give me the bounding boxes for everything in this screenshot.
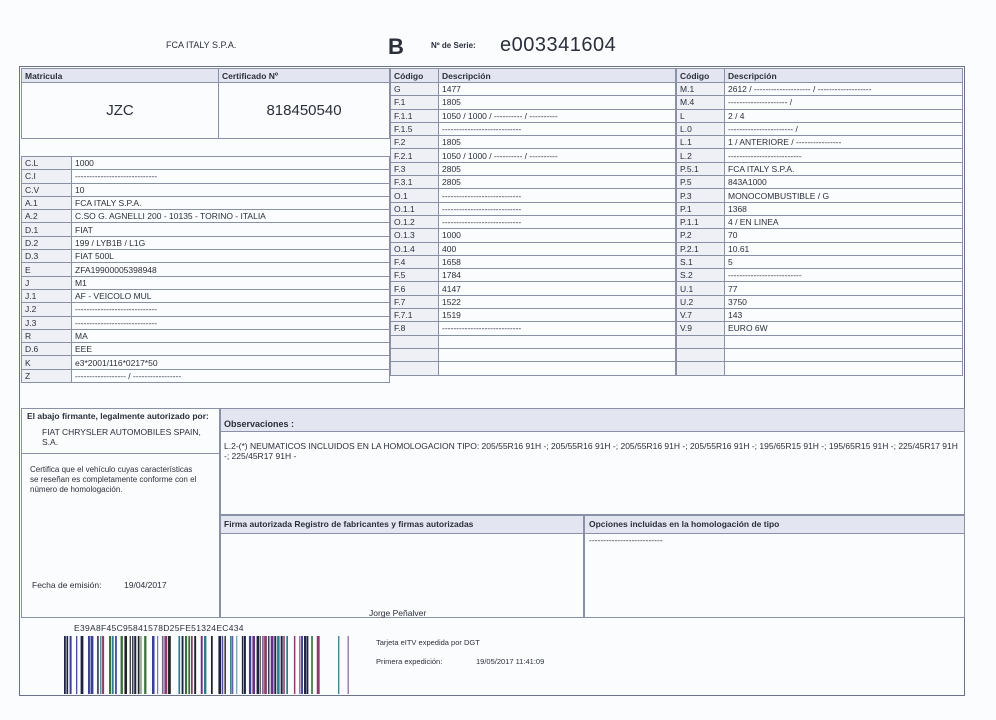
matricula-value: JZC xyxy=(22,83,219,139)
middle-row xyxy=(391,309,676,322)
middle-code xyxy=(391,348,439,361)
right-row xyxy=(677,335,963,348)
serial-label: Nº de Serie: xyxy=(431,41,476,50)
right-row xyxy=(677,96,963,109)
right-value: 5 xyxy=(725,255,963,268)
matricula-label: Matricula xyxy=(22,69,219,83)
middle-row xyxy=(391,83,676,96)
right-code: L.0 xyxy=(677,122,725,135)
middle-code xyxy=(391,335,439,348)
right-code: P.5.1 xyxy=(677,162,725,175)
left-value: AF - VEICOLO MUL xyxy=(72,289,390,302)
middle-row xyxy=(391,189,676,202)
opciones-label: Opciones incluidas en la homologación de tipo xyxy=(589,519,780,529)
right-value: 843A1000 xyxy=(725,176,963,189)
left-value: e3*2001/116*0217*50 xyxy=(72,356,390,369)
right-row xyxy=(677,229,963,242)
middle-code: F.4 xyxy=(391,255,439,268)
right-code-header: Código xyxy=(677,69,725,83)
right-code: P.1 xyxy=(677,202,725,215)
right-value xyxy=(725,362,963,375)
right-code: S.2 xyxy=(677,269,725,282)
middle-row xyxy=(391,255,676,268)
right-value: ----------------------- / xyxy=(725,122,963,135)
left-row xyxy=(22,276,390,289)
left-value: ZFA19900005398948 xyxy=(72,263,390,276)
primera-value: 19/05/2017 11:41:09 xyxy=(476,657,545,666)
left-code: J.3 xyxy=(22,316,72,329)
right-value: MONOCOMBUSTIBLE / G xyxy=(725,189,963,202)
middle-code xyxy=(391,362,439,375)
right-value: 2612 / -------------------- / ------------------- xyxy=(725,83,963,96)
right-code: P.1.1 xyxy=(677,215,725,228)
right-code: V.9 xyxy=(677,322,725,335)
middle-row xyxy=(391,242,676,255)
right-value: 77 xyxy=(725,282,963,295)
middle-value: ---------------------------- xyxy=(439,189,676,202)
right-value: EURO 6W xyxy=(725,322,963,335)
left-value: 199 / LYB1B / L1G xyxy=(72,236,390,249)
left-value: 1000 xyxy=(72,157,390,170)
right-code xyxy=(677,335,725,348)
middle-value: 2805 xyxy=(439,176,676,189)
right-value: 3750 xyxy=(725,295,963,308)
left-row xyxy=(22,303,390,316)
left-value: ----------------------------- xyxy=(72,316,390,329)
firma-label: Firma autorizada Registro de fabricantes y firmas autorizadas xyxy=(224,519,474,529)
middle-value: 1805 xyxy=(439,136,676,149)
right-value: 1368 xyxy=(725,202,963,215)
middle-row xyxy=(391,269,676,282)
right-value: 4 / EN LINEA xyxy=(725,215,963,228)
left-value: FIAT 500L xyxy=(72,250,390,263)
middle-value: ---------------------------- xyxy=(439,202,676,215)
fecha-value: 19/04/2017 xyxy=(124,580,167,590)
middle-code: O.1.3 xyxy=(391,229,439,242)
left-code: D.1 xyxy=(22,223,72,236)
middle-code: F.7 xyxy=(391,295,439,308)
middle-code: O.1.1 xyxy=(391,202,439,215)
certifica-text: Certifica que el vehículo cuyas características se reseñan es completamente conforme con el número de homologación. xyxy=(30,465,197,494)
right-row xyxy=(677,322,963,335)
left-row xyxy=(22,236,390,249)
middle-code: O.1 xyxy=(391,189,439,202)
right-code: U.1 xyxy=(677,282,725,295)
middle-code: F.5 xyxy=(391,269,439,282)
middle-code: F.3.1 xyxy=(391,176,439,189)
middle-code: F.1 xyxy=(391,96,439,109)
middle-data-table xyxy=(390,68,676,376)
middle-value: 2805 xyxy=(439,162,676,175)
left-code: D.6 xyxy=(22,343,72,356)
middle-code: F.1.1 xyxy=(391,109,439,122)
middle-desc-header: Descripción xyxy=(439,69,676,83)
left-row xyxy=(22,210,390,223)
left-code: D.2 xyxy=(22,236,72,249)
middle-value: 1522 xyxy=(439,295,676,308)
right-row xyxy=(677,83,963,96)
middle-code: O.1.4 xyxy=(391,242,439,255)
left-code: C.L xyxy=(22,157,72,170)
observaciones-box xyxy=(220,408,965,515)
middle-value: 1050 / 1000 / ---------- / ---------- xyxy=(439,149,676,162)
left-row xyxy=(22,250,390,263)
left-data-table xyxy=(21,68,390,139)
right-value: 10.61 xyxy=(725,242,963,255)
left-code: Z xyxy=(22,369,72,382)
middle-row xyxy=(391,109,676,122)
left-code: E xyxy=(22,263,72,276)
right-row xyxy=(677,309,963,322)
right-row xyxy=(677,162,963,175)
right-value: -------------------------- xyxy=(725,269,963,282)
signer-label: El abajo firmante, legalmente autorizado por: xyxy=(27,411,209,421)
middle-value: ---------------------------- xyxy=(439,322,676,335)
middle-value: 1805 xyxy=(439,96,676,109)
middle-code: F.2 xyxy=(391,136,439,149)
middle-code: F.2.1 xyxy=(391,149,439,162)
middle-row xyxy=(391,215,676,228)
left-row xyxy=(22,157,390,170)
left-value: ------------------ / ----------------- xyxy=(72,369,390,382)
middle-value xyxy=(439,362,676,375)
right-row xyxy=(677,149,963,162)
right-row xyxy=(677,109,963,122)
middle-value: 1658 xyxy=(439,255,676,268)
left-row xyxy=(22,263,390,276)
left-field-table xyxy=(21,156,390,383)
middle-value: 1477 xyxy=(439,83,676,96)
left-value: EEE xyxy=(72,343,390,356)
signer-value: FIAT CHRYSLER AUTOMOBILES SPAIN, S.A. xyxy=(42,427,201,447)
left-code: D.3 xyxy=(22,250,72,263)
certificado-value: 818450540 xyxy=(219,83,390,139)
firma-box xyxy=(220,515,584,618)
middle-value: 4147 xyxy=(439,282,676,295)
middle-code: G xyxy=(391,83,439,96)
left-value: FIAT xyxy=(72,223,390,236)
right-row xyxy=(677,122,963,135)
barcode-icon xyxy=(64,636,350,694)
right-code: L xyxy=(677,109,725,122)
right-row xyxy=(677,255,963,268)
left-row xyxy=(22,170,390,183)
left-row xyxy=(22,316,390,329)
right-code: P.2 xyxy=(677,229,725,242)
left-row xyxy=(22,223,390,236)
middle-value: 1000 xyxy=(439,229,676,242)
middle-value: 1784 xyxy=(439,269,676,282)
middle-code: F.3 xyxy=(391,162,439,175)
middle-row xyxy=(391,322,676,335)
middle-value: ---------------------------- xyxy=(439,215,676,228)
itv-label: Tarjeta eITV expedida por DGT xyxy=(376,638,480,647)
middle-row xyxy=(391,229,676,242)
barcode-text: E39A8F45C95841578D25FE51324EC434 xyxy=(74,623,244,633)
right-code: P.3 xyxy=(677,189,725,202)
left-code: C.I xyxy=(22,170,72,183)
right-code: L.2 xyxy=(677,149,725,162)
certificado-label: Certificado Nº xyxy=(219,69,390,83)
left-row xyxy=(22,343,390,356)
observaciones-text: L.2-(*) NEUMATICOS INCLUIDOS EN LA HOMOLOGACION TIPO: 205/55R16 91H -; 205/55R16 91H -; 205/55R16 91H -; 205/55R16 91H -; 195/65R15 91H -; 195/65R15 91H -; 225/45R17 91H -; 225/45R17 91H - xyxy=(224,441,958,461)
left-row xyxy=(22,183,390,196)
left-value: M1 xyxy=(72,276,390,289)
signer-box xyxy=(21,408,220,618)
right-value: 1 / ANTERIORE / ---------------- xyxy=(725,136,963,149)
right-code: V.7 xyxy=(677,309,725,322)
middle-value: 1519 xyxy=(439,309,676,322)
primera-label: Primera expedición: xyxy=(376,657,443,666)
middle-value: 1050 / 1000 / ---------- / ---------- xyxy=(439,109,676,122)
middle-value: 400 xyxy=(439,242,676,255)
left-value: 10 xyxy=(72,183,390,196)
middle-row xyxy=(391,96,676,109)
middle-row xyxy=(391,282,676,295)
right-row xyxy=(677,295,963,308)
left-code: J xyxy=(22,276,72,289)
middle-value: ---------------------------- xyxy=(439,122,676,135)
left-row xyxy=(22,369,390,382)
right-row xyxy=(677,176,963,189)
right-code: U.2 xyxy=(677,295,725,308)
right-code: P.5 xyxy=(677,176,725,189)
right-desc-header: Descripción xyxy=(725,69,963,83)
right-value: --------------------- / xyxy=(725,96,963,109)
middle-code: F.6 xyxy=(391,282,439,295)
right-code: M.4 xyxy=(677,96,725,109)
middle-value xyxy=(439,348,676,361)
middle-row xyxy=(391,295,676,308)
left-code: A.2 xyxy=(22,210,72,223)
middle-row xyxy=(391,136,676,149)
right-row xyxy=(677,215,963,228)
left-code: R xyxy=(22,329,72,342)
form-letter: B xyxy=(388,34,404,59)
signature-name: Jorge Peñalver xyxy=(369,608,427,618)
right-value xyxy=(725,348,963,361)
right-row xyxy=(677,202,963,215)
left-code: K xyxy=(22,356,72,369)
right-row xyxy=(677,136,963,149)
right-value: FCA ITALY S.P.A. xyxy=(725,162,963,175)
middle-code-header: Código xyxy=(391,69,439,83)
right-row xyxy=(677,269,963,282)
left-value: C.SO G. AGNELLI 200 - 10135 - TORINO - ITALIA xyxy=(72,210,390,223)
right-row xyxy=(677,189,963,202)
middle-row xyxy=(391,149,676,162)
right-code xyxy=(677,348,725,361)
opciones-value: -------------------------- xyxy=(589,535,663,545)
left-code: A.1 xyxy=(22,196,72,209)
middle-row xyxy=(391,122,676,135)
left-value: FCA ITALY S.P.A. xyxy=(72,196,390,209)
left-row xyxy=(22,329,390,342)
right-value: -------------------------- xyxy=(725,149,963,162)
middle-code: F.7.1 xyxy=(391,309,439,322)
right-row xyxy=(677,362,963,375)
right-code: M.1 xyxy=(677,83,725,96)
middle-code: F.1.5 xyxy=(391,122,439,135)
middle-row xyxy=(391,362,676,375)
right-value: 143 xyxy=(725,309,963,322)
middle-code: F.8 xyxy=(391,322,439,335)
middle-value xyxy=(439,335,676,348)
right-value: 2 / 4 xyxy=(725,109,963,122)
left-value: ----------------------------- xyxy=(72,303,390,316)
left-row xyxy=(22,289,390,302)
middle-row xyxy=(391,176,676,189)
right-row xyxy=(677,282,963,295)
right-code: P.2.1 xyxy=(677,242,725,255)
left-value: MA xyxy=(72,329,390,342)
right-row xyxy=(677,348,963,361)
right-code: S.1 xyxy=(677,255,725,268)
serial-number: e003341604 xyxy=(500,34,617,56)
left-code: C.V xyxy=(22,183,72,196)
middle-row xyxy=(391,335,676,348)
right-row xyxy=(677,242,963,255)
right-code: L.1 xyxy=(677,136,725,149)
opciones-box xyxy=(584,515,965,618)
middle-row xyxy=(391,202,676,215)
left-code: J.1 xyxy=(22,289,72,302)
observaciones-label: Observaciones : xyxy=(224,419,295,429)
middle-code: O.1.2 xyxy=(391,215,439,228)
middle-row xyxy=(391,162,676,175)
right-value xyxy=(725,335,963,348)
company-name: FCA ITALY S.P.A. xyxy=(166,40,237,50)
left-code: J.2 xyxy=(22,303,72,316)
left-row xyxy=(22,196,390,209)
left-value: ----------------------------- xyxy=(72,170,390,183)
right-data-table xyxy=(676,68,963,376)
right-value: 70 xyxy=(725,229,963,242)
fecha-label: Fecha de emisión: xyxy=(32,580,102,590)
right-code xyxy=(677,362,725,375)
left-row xyxy=(22,356,390,369)
middle-row xyxy=(391,348,676,361)
